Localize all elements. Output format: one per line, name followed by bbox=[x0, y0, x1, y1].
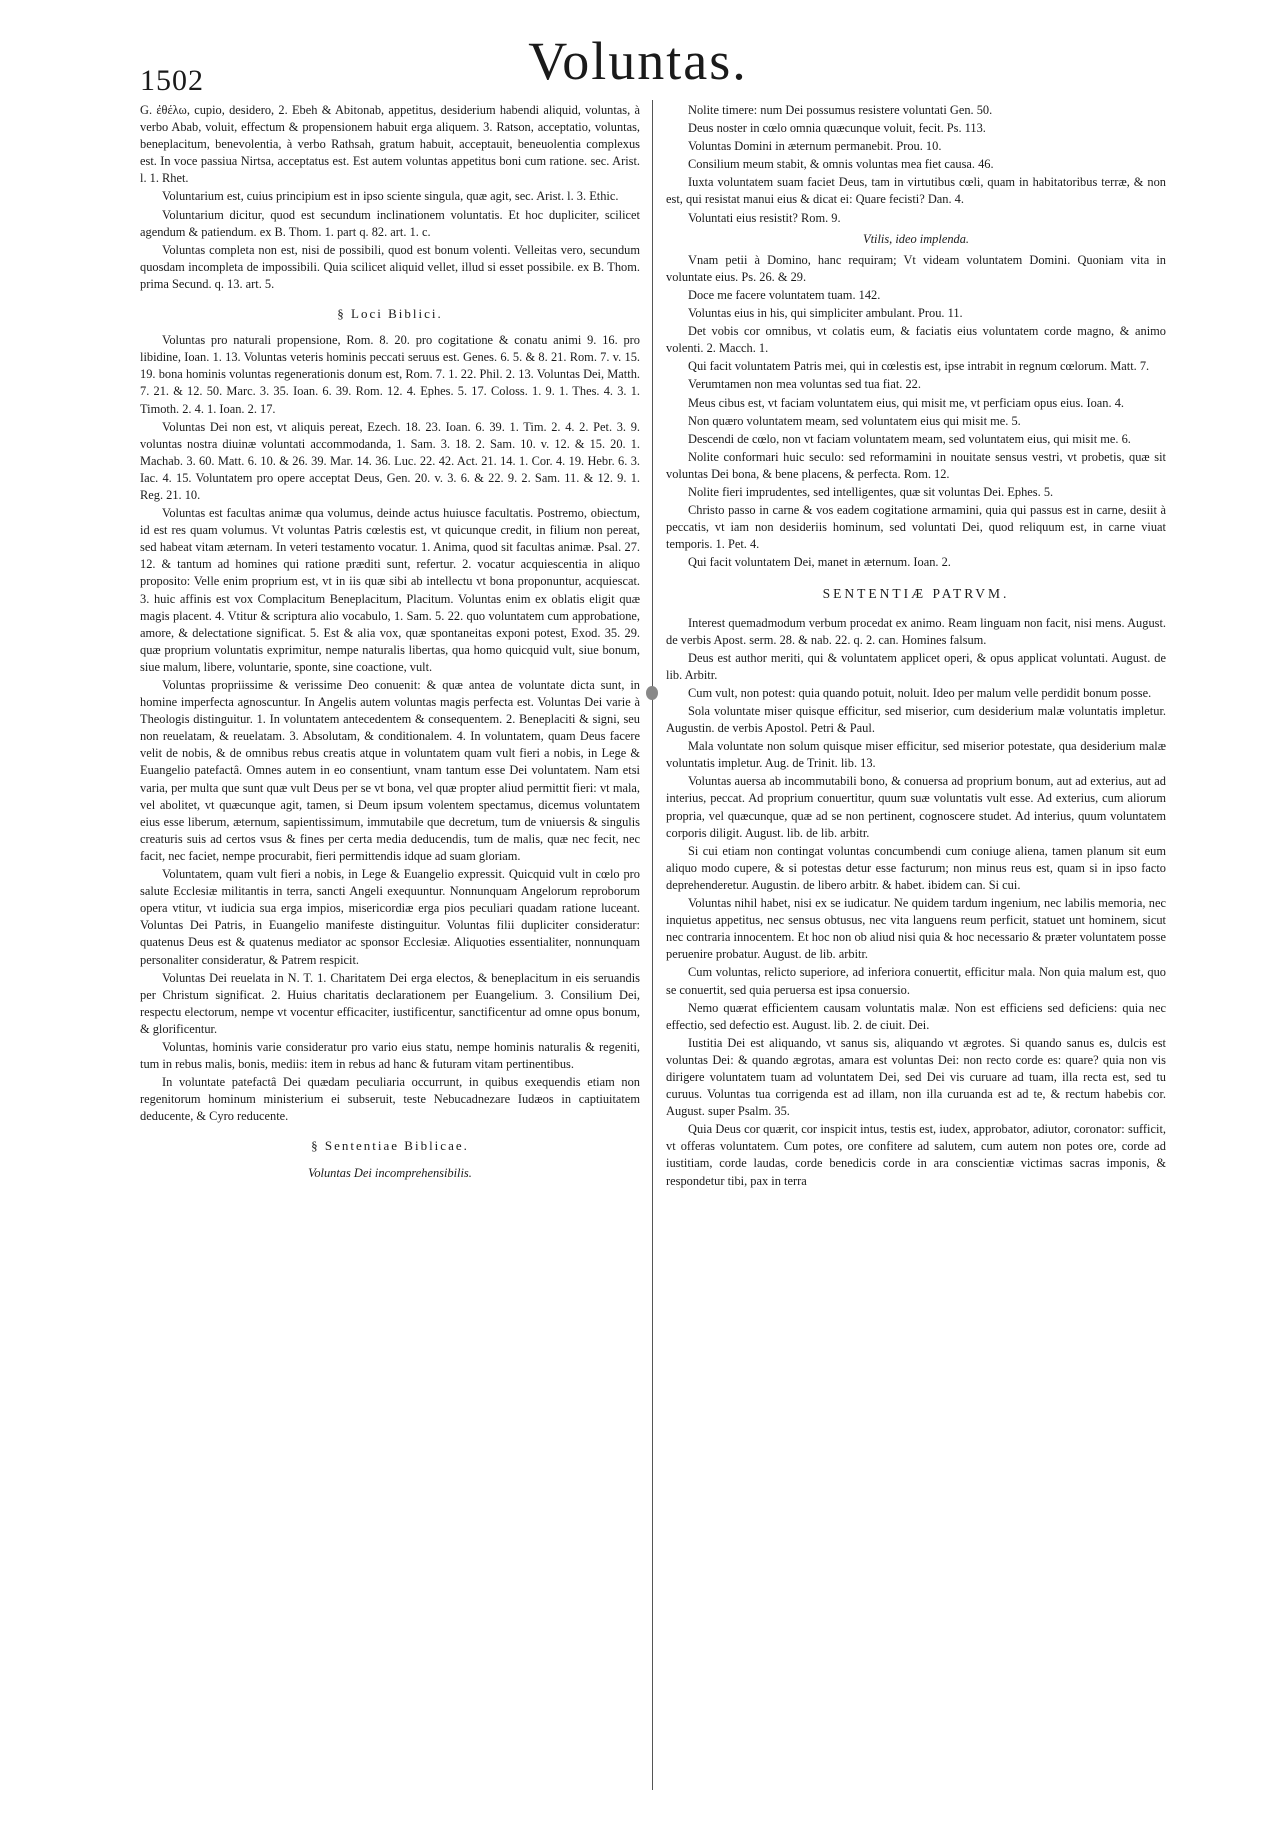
loci-paragraph: Voluntas est facultas animæ qua volumus, deinde actus huiusce facultatis. Postremo, obiectum, id est res quam volumus. Vt voluntas Patris cœlestis est, vt quicunque credit, in filium non pereat, sed habeat vitam æternam. In veteri testamento vocatur. 1. Anima, quod sit facultas animæ. Psal. 27. 12. & tantum ad homines qui ratione præditi sunt, refertur. 2. vocatur acquiescentia in aliquo proposito: Velle enim proprium est, vt in iis quæ sibi ab intellectu vt bona proponuntur, acquiescat. 3. huic affinis est vox Complacitum Beneplacitum, Placitum. Voluntas enim ex oblatis eligit quæ magis placent. 4. Vtitur & scriptura alio vocabulo, 1. Sam. 5. 22. quo voluntatem cum approbatione, amore, & delectatione significat. 5. Est & alia vox, quæ spontaneitas exponi potest, Exod. 35. 29. quæ proprium voluntatis exprimitur, nempe naturalis libertas, qua homo quicquid vult, siue bonum, siue malum, libere, voluntarie, sponte, sine coactione, vult. bbox=[140, 506, 640, 674]
subheading: Vtilis, ideo implenda. bbox=[863, 231, 969, 246]
loci-paragraph: Voluntas, hominis varie consideratur pro vario eius statu, nempe hominis naturalis & regeniti, tum in rebus malis, bonis, mediis: item in rebus ad hanc & futuram vitam pertinentibus. bbox=[140, 1039, 640, 1072]
ink-blot bbox=[646, 686, 658, 700]
patrum-paragraph: Nemo quærat efficientem causam voluntatis malæ. Non est efficiens sed deficiens: quia nec effectio, sed defectio est. August. lib. 2. de ciuit. Dei. bbox=[666, 1000, 1166, 1032]
patrum-paragraph: Cum voluntas, relicto superiore, ad inferiora conuertit, efficitur mala. Non quia malum est, quo se conuertit, sed quia peruersa est ipsa conuersio. bbox=[666, 965, 1166, 997]
loci-paragraph: In voluntate patefactâ Dei quædam peculiaria occurrunt, in quibus exequendis etiam non regenitorum hominum ministerium ei subseruit, teste Nebucadnezare Iudæos in captiuitatem deducente, & Cyro reducente. bbox=[140, 1075, 640, 1124]
verse: Doce me facere voluntatem tuam. 142. bbox=[688, 287, 881, 302]
patrum-paragraph: Voluntas nihil habet, nisi ex se iudicatur. Ne quidem tardum ingenium, nec labilis memoria, nec inquietus appetitus, nec sensus obtusus, nec vita languens reum perficit, statuet unt hominem, sicut nec contraria innocentem. Et hoc non ob aliud nisi quia & hoc necessario & præter voluntatem posse peruenire probatur. August. de lib. arbitr. bbox=[666, 896, 1166, 962]
verse: Nolite timere: num Dei possumus resistere voluntati Gen. 50. bbox=[688, 103, 993, 117]
patrum-paragraph: Sola voluntate miser quisque efficitur, sed miserior, cum desiderium malæ voluntatis impletur. Augustin. de verbis Apostol. Petri & Paul. bbox=[666, 704, 1166, 736]
patrum-paragraph: Mala voluntate non solum quisque miser efficitur, sed miserior potestate, qua desiderium malæ voluntatis impletur. Aug. de Trinit. lib. 13. bbox=[666, 739, 1166, 771]
column-divider bbox=[652, 100, 653, 1790]
verse: Qui facit voluntatem Patris mei, qui in cœlestis est, ipse intrabit in regnum cœlorum. Matt. 7. bbox=[688, 359, 1150, 374]
patrum-paragraph: Si cui etiam non contingat voluntas concumbendi cum coniuge aliena, tamen planum sit eum aliquo modo cupere, & si potestas detur esse facturum; non minus reus est, quam si in ipso facto deprehenderetur. Augustin. de libero arbitr. & habet. ibidem can. Si cui. bbox=[666, 843, 1166, 892]
patrum-paragraph: Voluntas auersa ab incommutabili bono, & conuersa ad proprium bonum, aut ad exterius, aut ad interius, peccat. Ad proprium conuertitur, quum suæ voluntatis vult esse. Ad exterius, cum aliorum propria, vel quæcunque, quæ ad se non pertinent, cognoscere studet. Ad interius, quum voluntatem corporis diligit. August. lib. de lib. arbitr. bbox=[666, 774, 1166, 840]
loci-paragraph: Voluntas Dei reuelata in N. T. 1. Charitatem Dei erga electos, & beneplacitum in eis seruandis per Christum significat. 2. Huius charitatis declarationem per Euangelium. 3. Consilium Dei, respectu electorum, nempe vt vocentur efficaciter, iustificentur, sanctificentur ad omne opus bonum, & glorificentur. bbox=[140, 970, 640, 1036]
definition-paragraph: Voluntarium est, cuius principium est in ipso sciente singula, quæ agit, sec. Arist. l. 3. Ethic. bbox=[162, 189, 619, 204]
section-heading-loci: § Loci Biblici. bbox=[337, 306, 443, 322]
patrum-paragraph: Quia Deus cor quærit, cor inspicit intus, testis est, iudex, approbator, adiutor, coronator: sufficit, vt offeras voluntatem. Cum potes, ore confitere ad salutem, cum autem non potes ore, corde ad iustitiam, corde laudas, corde benedicis corde in ara conscientiæ victimas sacras imponis, & respondetur tibi, pax in terra bbox=[666, 1122, 1166, 1188]
left-column bbox=[140, 102, 640, 1186]
page-title: Voluntas. bbox=[528, 31, 748, 91]
verse: Iuxta voluntatem suam faciet Deus, tam in virtutibus cœli, quam in habitatoribus terræ, & non est, qui resistat manui eius & dicat ei: Quare fecisti? Dan. 4. bbox=[666, 175, 1166, 207]
verse: Vnam petii à Domino, hanc requiram; Vt videam voluntatem Domini. Quoniam vita in voluntate eius. Ps. 26. & 29. bbox=[666, 252, 1166, 284]
patrum-paragraph: Deus est author meriti, qui & voluntatem applicet operi, & opus applicat voluntati. August. de lib. Arbitr. bbox=[666, 650, 1166, 682]
verse: Nolite conformari huic seculo: sed reformamini in nouitate sensus vestri, vt probetis, quæ sit voluntas Dei bona, & bene placens, & perfecta. Rom. 12. bbox=[666, 449, 1166, 481]
verse: Voluntas Domini in æternum permanebit. Prou. 10. bbox=[688, 139, 942, 154]
patrum-paragraph: Iustitia Dei est aliquando, vt sanus sis, aliquando vt ægrotes. Si quando sanus es, dulcis est voluntas Dei: & quando ægrotas, amara est voluntas Dei: non recto corde es: quare? quia non vis dirigere voluntatem tuam ad voluntatem Dei, sed Dei vis curuare ad tuam, illa recta est, sed tu curuus. Voluntas tua corrigenda est ad illam, non illa curuanda est ad te, & rectum habebis cor. August. super Psalm. 35. bbox=[666, 1035, 1166, 1119]
subheading: Voluntas Dei incomprehensibilis. bbox=[308, 1165, 472, 1180]
verse: Voluntas eius in his, qui simpliciter ambulant. Prou. 11. bbox=[688, 306, 963, 321]
loci-paragraph: Voluntas pro naturali propensione, Rom. 8. 20. pro cogitatione & conatu animi 9. 16. pro libidine, Ioan. 1. 13. Voluntas veteris hominis peccati seruus est. Genes. 6. 5. & 8. 21. Rom. 7. v. 15. 19. bona hominis voluntas regenerationis donum est, Rom. 7. 1. 22. Phil. 2. 13. Voluntas Dei, Matth. 7. 21. & 12. 50. Marc. 3. 35. Ioan. 6. 39. Rom. 12. 4. Ephes. 5. 17. Coloss. 1. 9. 1. Thes. 4. 3. 1. Timoth. 2. 4. 1. Ioan. 2. 17. bbox=[140, 333, 640, 416]
verse: Consilium meum stabit, & omnis voluntas mea fiet causa. 46. bbox=[688, 157, 994, 172]
patrum-paragraph: Interest quemadmodum verbum procedat ex animo. Ream linguam non facit, nisi mens. August. de verbis Apost. serm. 28. & nab. 22. q. 2. can. Homines falsum. bbox=[666, 615, 1166, 647]
loci-paragraph: Voluntas propriissime & verissime Deo conuenit: & quæ antea de voluntate dicta sunt, in homine imperfecta agnoscuntur. In Angelis autem voluntas magis perfecta est. Voluntas Dei varie à Theologis distinguitur. 1. In voluntatem antecedentem & consequentem. 2. Beneplaciti & signi, seu non reuelatam, & reuelatam. 3. Absolutam, & conditionalem. 4. In voluntatem, quam Deus facere velit de nobis, & de omnibus rebus creatis atque in voluntatem quam vult fieri a nobis, in Lege & Euangelio patefactâ. Omnes autem in eo consentiunt, vnam tantum esse Dei voluntatem. Nam etsi varia, per multa que sunt quæ vult Deus per se vt bona, vel quæ propter aliud permittit fieri: vt mala, vel abolitet, vt quæcunque agit, tamen, si Deum ipsum volentem spectamus, dicemus voluntatem eius esse liberum, æternum, sapientissimum, immutabile que decretum, tum de vniuersis & singulis creaturis suis ad certos vsus & fines per certa media deducendis, tum de malis, quæ nec fecit, nec facit, nec faciet, nempe procurabit, fieri permittendis idque ad suam gloriam. bbox=[140, 678, 640, 863]
verse: Voluntati eius resistit? Rom. 9. bbox=[688, 210, 841, 225]
patrum-paragraph: Cum vult, non potest: quia quando potuit, noluit. Ideo per malum velle perdidit bonum posse. bbox=[688, 685, 1152, 700]
verse: Meus cibus est, vt faciam voluntatem eius, qui misit me, vt perficiam opus eius. Ioan. 4. bbox=[688, 395, 1124, 410]
verse: Nolite fieri imprudentes, sed intelligentes, quæ sit voluntas Dei. Ephes. 5. bbox=[688, 484, 1054, 499]
etymology-paragraph: G. ἐθέλω, cupio, desidero, 2. Ebeh & Abitonab, appetitus, desiderium habendi aliquid, voluntas, à verbo Abab, voluit, effectum & propensionem habuit erga aliquem. 3. Ratson, acceptatio, voluntas, beneplacitum, benevolentia, à verbo Rathsah, gratum habuit, acceptauit, beneuolentia complexus est. In voce passiua Nirtsa, acceptatus est. Est autem voluntas appetitus boni cum ratione. sec. Arist. l. 1. Rhet. bbox=[140, 103, 640, 186]
verse: Deus noster in cœlo omnia quæcunque voluit, fecit. Ps. 113. bbox=[688, 121, 986, 136]
page-number: 1502 bbox=[140, 64, 204, 97]
definition-paragraph: Voluntarium dicitur, quod est secundum inclinationem voluntatis. Et hoc dupliciter, scilicet agendum & patiendum. ex B. Thom. 1. part q. 82. art. 1. c. bbox=[140, 207, 640, 239]
verse: Verumtamen non mea voluntas sed tua fiat. 22. bbox=[688, 377, 921, 392]
verse: Non quæro voluntatem meam, sed voluntatem eius qui misit me. 5. bbox=[688, 413, 1021, 428]
verse: Descendi de cœlo, non vt faciam voluntatem meam, sed voluntatem eius, qui misit me. 6. bbox=[688, 431, 1131, 446]
verse: Det vobis cor omnibus, vt colatis eum, & faciatis eius voluntatem corde magno, & animo volenti. 2. Macch. 1. bbox=[666, 324, 1166, 356]
verse: Qui facit voluntatem Dei, manet in æternum. Ioan. 2. bbox=[688, 555, 951, 570]
loci-paragraph: Voluntas Dei non est, vt aliquis pereat, Ezech. 18. 23. Ioan. 6. 39. 1. Tim. 2. 4. 2. Pet. 3. 9. voluntas nostra diuinæ voluntati accommodanda, 1. Sam. 3. 18. 2. Sam. 10. v. 12. & 15. 20. 1. Machab. 3. 60. Matt. 6. 10. & 26. 39. Mar. 14. 36. Luc. 22. 42. Act. 21. 14. 1. Cor. 4. 19. Hebr. 6. 3. Iac. 4. 15. Voluntatem pro opere acceptat Deus, Gen. 20. v. 3. 6. & 22. 9. 2. Sam. 11. & 12. 9. 1. Reg. 21. 10. bbox=[140, 419, 640, 502]
verse: Christo passo in carne & vos eadem cogitatione armamini, quia qui passus est in carne, desiit à peccatis, vt iam non desideriis hominum, sed voluntati Dei, quod reliquum est, in carne viuat temporis. 1. Pet. 4. bbox=[666, 503, 1166, 552]
definition-paragraph: Voluntas completa non est, nisi de possibili, quod est bonum volenti. Velleitas vero, secundum quosdam incompleta de impossibili. Quia scilicet aliquid vellet, illud si esset possibile. ex B. Thom. prima Secund. q. 13. art. 5. bbox=[140, 242, 640, 291]
section-heading-patrum: SENTENTIÆ PATRVM. bbox=[822, 586, 1010, 602]
right-column bbox=[666, 102, 1166, 1191]
section-heading-sententiae-biblicae: § Sententiae Biblicae. bbox=[311, 1138, 469, 1154]
loci-paragraph: Voluntatem, quam vult fieri a nobis, in Lege & Euangelio expressit. Quicquid vult in cœlo pro salute Ecclesiæ militantis in terra, sancti Angeli exequuntur. Nonnunquam Angelorum reproborum opera vtitur, vt iudicia sua erga impios, misericordiæ erga pios peculiari quadam ratione luceant. Voluntas Dei Patris, in Euangelio manifeste distinguitur. Voluntas filii dupliciter consideratur: quatenus Deus est & quatenus mediator ac sponsor Ecclesiæ. Aliquoties essentialiter, nonnunquam personaliter consideratur, & Patrem respicit. bbox=[140, 867, 640, 967]
